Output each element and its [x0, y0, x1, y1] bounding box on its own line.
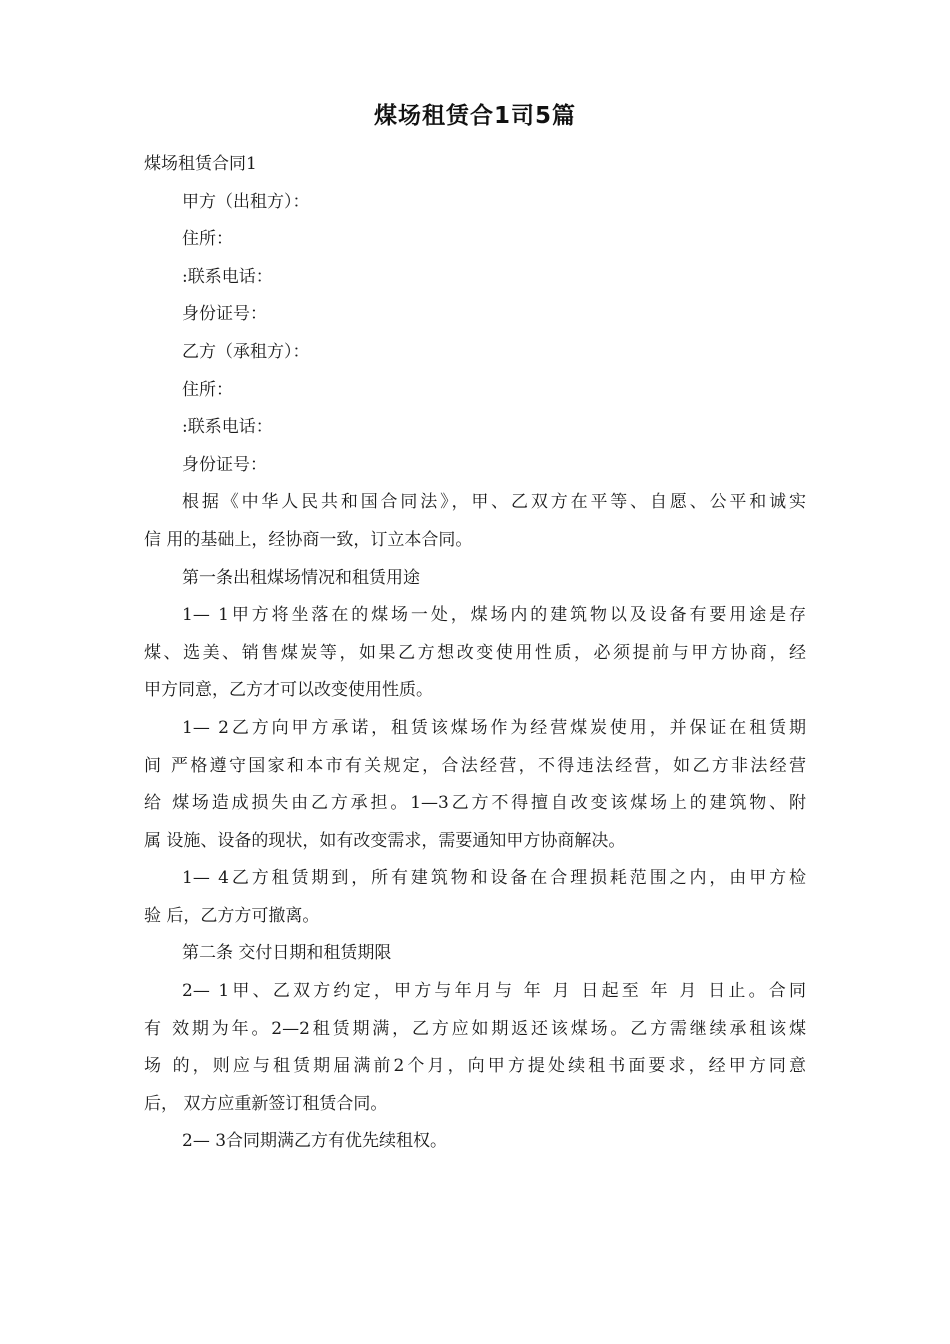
- document-title: 煤场租赁合1司5篇: [373, 103, 576, 129]
- paragraph-line: 信 用的基础上，经协商一致，订立本合同。: [144, 529, 473, 550]
- party-a-section: [144, 184, 806, 334]
- contract-subtitle: 煤场租赁合同1: [144, 154, 257, 174]
- article-1-heading: 第一条出租煤场情况和租赁用途: [182, 567, 420, 588]
- clause-2-3: 2— 3合同期满乙方有优先续租权。: [182, 1131, 448, 1152]
- party-a-phone: :联系电话：: [182, 266, 273, 287]
- clause-1-2: [144, 710, 806, 860]
- paragraph-line: 1— 1甲方将坐落在的煤场一处，煤场内的建筑物以及设备有要用途是存: [182, 605, 806, 626]
- party-b-id-number: 身份证号：: [182, 454, 267, 475]
- clause-1-1: [144, 597, 806, 710]
- paragraph-line: 1— 2乙方向甲方承诺，租赁该煤场作为经营煤炭使用，并保证在租赁期: [182, 717, 806, 738]
- paragraph-line: 2— 1甲、乙双方约定，甲方与年月与 年 月 日起至 年 月 日止。合同: [182, 981, 806, 1002]
- party-a-address: 住所：: [182, 229, 233, 250]
- party-b-section: [144, 334, 806, 484]
- party-a-id-number: 身份证号：: [182, 304, 267, 325]
- article-2-heading: 第二条 交付日期和租赁期限: [182, 943, 392, 964]
- party-a-label: 甲方（出租方）：: [182, 191, 310, 212]
- document-body: [144, 146, 806, 1161]
- party-b-phone: :联系电话：: [182, 417, 273, 438]
- paragraph-line: 根据《中华人民共和国合同法》，甲、乙双方在平等、自愿、公平和诚实: [182, 492, 806, 513]
- party-b-address: 住所：: [182, 379, 233, 400]
- paragraph-line: 煤、选美、销售煤炭等，如果乙方想改变使用性质，必须提前与甲方协商，经: [144, 642, 806, 663]
- paragraph-line: 1— 4乙方租赁期到，所有建筑物和设备在合理损耗范围之内，由甲方检: [182, 868, 806, 889]
- paragraph-line: 给 煤场造成损失由乙方承担。1—3乙方不得擅自改变该煤场上的建筑物、附: [144, 793, 806, 814]
- paragraph-line: 验 后，乙方方可撤离。: [144, 905, 320, 926]
- clause-1-4: [144, 860, 806, 935]
- preamble-paragraph: [144, 484, 806, 559]
- party-b-label: 乙方（承租方）：: [182, 341, 310, 362]
- paragraph-line: 甲方同意，乙方才可以改变使用性质。: [144, 680, 433, 701]
- paragraph-line: 间 严格遵守国家和本市有关规定，合法经营，不得违法经营，如乙方非法经营: [144, 755, 806, 776]
- paragraph-line: 属 设施、设备的现状，如有改变需求，需要通知甲方协商解决。: [144, 830, 626, 851]
- clause-2-1: [144, 973, 806, 1123]
- paragraph-line: 场 的，则应与租赁期届满前2个月，向甲方提处续租书面要求，经甲方同意: [144, 1056, 806, 1077]
- paragraph-line: 后， 双方应重新签订租赁合同。: [144, 1093, 388, 1114]
- paragraph-line: 有 效期为年。2—2租赁期满，乙方应如期返还该煤场。乙方需继续承租该煤: [144, 1018, 806, 1039]
